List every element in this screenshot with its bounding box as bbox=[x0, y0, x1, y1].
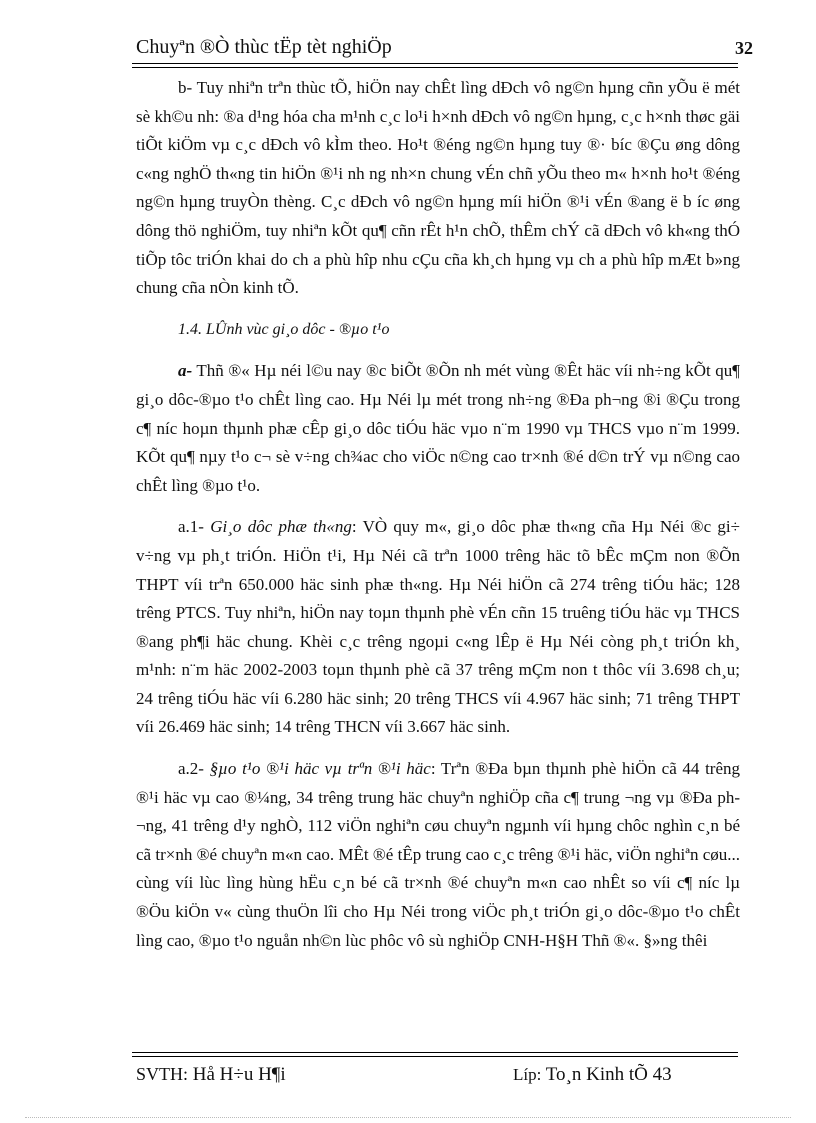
footer-lop-label: Líp: bbox=[513, 1065, 542, 1084]
paragraph-a2-lead: a.2- bbox=[178, 759, 210, 779]
paragraph-a bbox=[136, 357, 740, 500]
paragraph-a2-title: §µo t¹o ®¹i häc vµ trªn ®¹i häc bbox=[209, 759, 431, 779]
header-rule-bottom bbox=[132, 67, 738, 68]
paragraph-a2-text: : Trªn ®Ða bµn thµnh phè hiÖn cã 44 trêng ®¹i häc vµ cao ®¼ng, 34 trêng trung häc chuyªn nghiÖp cña c¶ trung ¬ng vµ ®Ða ph¬ng, 41 trêng d¹y nghÒ, 112 viÖn nghiªn cøu chuyªn ngµnh víi hµng chôc nghìn c¸n bé cã tr×nh ®é chuyªn m«n cao. MÊt ®é tÊp trung cao c¸c trêng ®¹i häc, viÖn nghiªn cøu... cùng víi lùc lìng hùng hËu c¸n bé cã tr×nh ®é chuyªn m«n cao nhÊt so víi c¶ níc lµ ®Öu kiÖn v« cùng thuÖn lîi cho Hµ Néi trong viÖc ph¸t triÓn gi¸o dôc-®µo t¹o chÊt lìng cao, ®µo t¹o nguån nh©n lùc phôc vô sù nghiÖp CNH-H§H Thñ ®«. §»ng thêi bbox=[136, 759, 741, 950]
section-heading-1-4: 1.4. LÛnh vùc gi¸o dôc - ®µo t¹o bbox=[178, 320, 390, 338]
header-rule-top bbox=[132, 63, 738, 64]
footer-rule-top bbox=[132, 1052, 738, 1053]
page-header-title: Chuyªn ®Ò thùc tËp tèt nghiÖp bbox=[136, 36, 392, 58]
footer-student bbox=[136, 1064, 286, 1086]
paragraph-a-lead: a- bbox=[178, 361, 193, 381]
footer-rule-bottom bbox=[132, 1056, 738, 1057]
footer-class bbox=[513, 1064, 672, 1086]
body-text bbox=[136, 74, 740, 955]
paragraph-b: b- Tuy nhiªn trªn thùc tÕ, hiÖn nay chÊt lìng dÐch vô ng©n hµng cñn yÕu ë mét sè kh©u nh: ®a d¹ng hóa cha m¹nh c¸c lo¹i h×nh dÐch vô ng©n hµng, c¸c h×nh thøc gäi tiÕt kiÖm vµ c¸c dÐch vô kÌm theo. Ho¹t ®éng ng©n hµng tuy ®· bíc ®Çu øng dông c«ng nghÖ th«ng tin hiÖn ®¹i nh ng nh×n chung vÉn chñ yÕu theo m« h×nh ho¹t ®éng ng©n hµng truyÒn thèng. C¸c dÐch vô ng©n hµng míi hiÖn ®¹i vÉn ®ang ë b íc øng dông thö nghiÖm, tuy nhiªn kÕt qu¶ cñn rÊt h¹n chÕ, thÊm chÝ cã dÐch vô kh«ng thÓ tiÕp tôc triÓn khai do ch a phù hîp nhu cÇu cña kh¸ch hµng vµ ch a phù hîp mÆt b»ng chung cña nÒn kinh tÕ. bbox=[136, 78, 740, 298]
paragraph-a1-text: : VÒ quy m«, gi¸o dôc phæ th«ng cña Hµ Néi ®c gi÷ v÷ng vµ ph¸t triÓn. HiÖn t¹i, Hµ Néi cã trªn 1000 trêng häc tõ bÊc mÇm non ®Õn THPT víi trªn 650.000 häc sinh phæ th«ng. Hµ Néi hiÖn cã 274 trêng tiÓu häc; 128 trêng PTCS. Tuy nhiªn, hiÖn nay toµn thµnh phè vÉn cñn 15 truêng tiÓu häc vµ THCS ®ang ph¶i häc chung. Khèi c¸c trêng ngoµi c«ng lÊp ë Hµ Néi còng ph¸t triÓn kh¸ m¹nh: n¨m häc 2002-2003 toµn thµnh phè cã 37 trêng mÇm non t thôc víi 3.698 ch¸u; 24 trêng tiÓu häc víi 6.280 häc sinh; 20 trêng THCS víi 4.967 häc sinh; 71 trêng THPT víi 26.469 häc sinh; 14 trêng THCN víi 3.667 häc sinh. bbox=[136, 517, 740, 737]
footer-svth-value: Hå H÷u H¶i bbox=[188, 1064, 286, 1085]
paragraph-a1-lead: a.1- bbox=[178, 517, 211, 537]
page-number: 32 bbox=[735, 38, 753, 58]
paragraph-a1-title: Gi¸o dôc phæ th«ng bbox=[210, 517, 352, 537]
paragraph-a1 bbox=[136, 513, 740, 742]
paragraph-a-text: Thñ ®« Hµ néi l©u nay ®c biÕt ®Õn nh mét vùng ®Êt häc víi nh÷ng kÕt qu¶ gi¸o dôc-®µo t¹o chÊt lìng cao. Hµ Néi lµ mét trong nh÷ng ®Ða ph¬ng ®i ®Çu trong c¶ níc hoµn thµnh phæ cÊp gi¸o dôc tiÓu häc vµo n¨m 1990 vµ THCS vµo n¨m 1999. KÕt qu¶ nµy t¹o c¬ sè v÷ng ch¾ac cho viÖc n©ng cao tr×nh ®é d©n trÝ vµ n©ng cao chÊt lìng ®µo t¹o. bbox=[136, 361, 740, 495]
footer-svth-label: SVTH: bbox=[136, 1064, 189, 1084]
footer-lop-value: To¸n Kinh tÕ 43 bbox=[541, 1064, 672, 1085]
page-bottom-dotted-border bbox=[25, 1117, 791, 1118]
paragraph-a2 bbox=[136, 755, 740, 955]
